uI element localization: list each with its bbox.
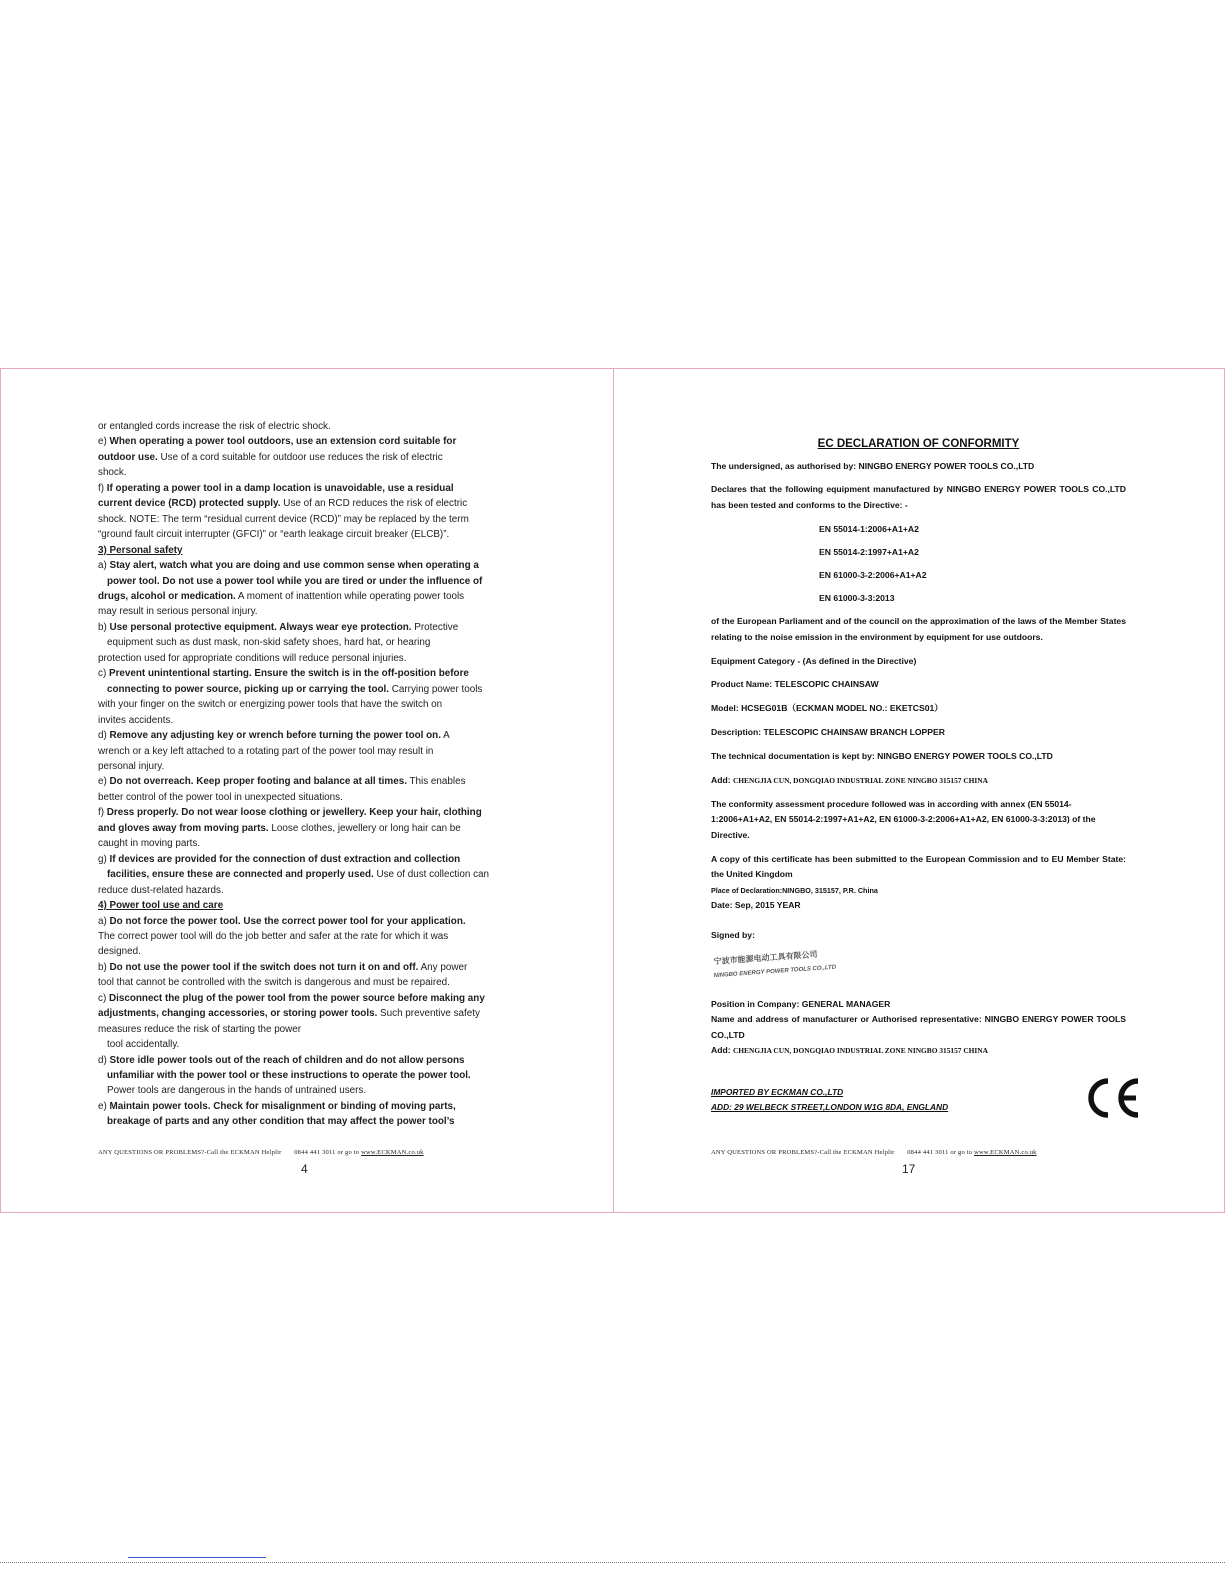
instruction-line <box>98 821 518 836</box>
instruction-line <box>98 574 518 589</box>
declaration-date: Date: Sep, 2015 YEAR <box>711 900 801 911</box>
plain-text: d) <box>98 730 110 742</box>
declares-paragraph: Declares that the following equipment manufactured by NINGBO ENERGY POWER TOOLS CO.,LTD has been tested and conforms to the Directive: - <box>711 484 1126 510</box>
plain-text: Use of dust collection can <box>373 869 489 881</box>
footer-helpline-text: ANY QUESTIONS OR PROBLEMS?-Call the ECKMAN Helplir <box>711 1149 895 1156</box>
instruction-line <box>98 1053 518 1068</box>
instruction-line <box>98 465 518 480</box>
instruction-line <box>98 666 518 681</box>
section-heading <box>98 543 518 558</box>
plain-text: a) <box>98 560 110 572</box>
directive-paragraph: of the European Parliament and of the council on the approximation of the laws of the Member States relating to the noise emission in the environment by equipment for use outdoors. <box>711 616 1126 642</box>
address-value: CHENGJIA CUN, DONGQIAO INDUSTRIAL ZONE NINGBO 315157 CHINA <box>732 1046 988 1056</box>
instruction-line <box>98 713 518 728</box>
safety-instructions-text <box>98 419 518 1130</box>
instruction-line <box>98 481 518 496</box>
copy-statement: A copy of this certificate has been submitted to the European Commission and to EU Member State: the United Kingdom <box>711 853 1126 880</box>
address-label: Add: <box>711 1045 731 1056</box>
plain-text: measures reduce the risk of starting the power <box>98 1023 302 1035</box>
plain-text: b) <box>98 961 110 973</box>
bold-text: Use personal protective equipment. Always wear eye protection. <box>109 621 412 633</box>
instruction-line <box>98 651 518 666</box>
instruction-line <box>98 867 518 882</box>
company-stamp <box>711 947 836 981</box>
signed-by-label: Signed by: <box>711 929 755 940</box>
ce-mark-icon <box>1084 1076 1144 1120</box>
product-name: Product Name: TELESCOPIC CHAINSAW <box>711 679 879 690</box>
plain-text: “ground fault circuit interrupter (GFCI)” or “earth leakage circuit breaker (ELCB)”. <box>98 529 450 541</box>
bold-text: Do not force the power tool. Use the correct power tool for your application. <box>109 915 466 927</box>
manufacturer-line: Name and address of manufacturer or Authorised representative: NINGBO ENERGY POWER TOOLS CO.,LTD <box>711 1014 1126 1040</box>
plain-text: equipment such as dust mask, non-skid safety shoes, hard hat, or hearing <box>107 637 431 649</box>
instruction-line <box>98 1114 518 1129</box>
plain-text: Use of a cord suitable for outdoor use reduces the risk of electric <box>157 451 443 463</box>
plain-text: with your finger on the switch or energizing power tools that have the switch on <box>98 699 443 711</box>
declaration-body <box>711 429 1126 1067</box>
page-number: 4 <box>301 1162 308 1176</box>
bold-text: outdoor use. <box>98 451 158 463</box>
address-label: Add: <box>711 775 731 785</box>
instruction-line <box>98 774 518 789</box>
instruction-line <box>98 1037 518 1052</box>
plain-text: A <box>440 730 450 742</box>
plain-text: f) <box>98 482 107 494</box>
bold-text: adjustments, changing accessories, or storing power tools. <box>98 1008 378 1020</box>
instruction-line <box>98 1068 518 1083</box>
standard-item: EN 55014-1:2006+A1+A2 <box>819 523 919 534</box>
plain-text: designed. <box>98 946 141 958</box>
manufacturer-address-line <box>711 1043 1126 1059</box>
bold-text: current device (RCD) protected supply. <box>98 498 281 510</box>
plain-text: personal injury. <box>98 760 165 772</box>
instruction-line <box>98 604 518 619</box>
plain-text: Loose clothes, jewellery or long hair can be <box>268 822 461 834</box>
plain-text: e) <box>98 776 110 788</box>
plain-text: Any power <box>418 961 468 973</box>
technical-documentation-line: The technical documentation is kept by: NINGBO ENERGY POWER TOOLS CO.,LTD <box>711 751 1053 762</box>
instruction-line <box>98 805 518 820</box>
plain-text: or entangled cords increase the risk of electric shock. <box>98 421 331 432</box>
plain-text: tool accidentally. <box>107 1039 180 1051</box>
bold-text: If operating a power tool in a damp location is unavoidable, use a residual <box>106 482 454 494</box>
instruction-line <box>98 635 518 650</box>
importer-block <box>711 1085 948 1115</box>
standard-item: EN 55014-2:1997+A1+A2 <box>819 546 919 557</box>
instruction-line <box>98 682 518 697</box>
footer-phone-text: 0844 441 3011 or go to <box>294 1149 362 1156</box>
instruction-line <box>98 914 518 929</box>
instruction-line <box>98 434 518 449</box>
bold-text: drugs, alcohol or medication. <box>98 590 236 602</box>
plain-text: caught in moving parts. <box>98 838 201 850</box>
bold-text: When operating a power tool outdoors, use an extension cord suitable for <box>109 436 457 448</box>
bold-text: Do not overreach. Keep proper footing and balance at all times. <box>109 776 407 788</box>
plain-text: b) <box>98 621 110 633</box>
instruction-line <box>98 883 518 898</box>
plain-text: Power tools are dangerous in the hands of untrained users. <box>107 1085 367 1097</box>
instruction-line <box>98 419 518 434</box>
footer-helpline-text: ANY QUESTIONS OR PROBLEMS?-Call the ECKMAN Helplir <box>98 1149 282 1156</box>
bold-text: Remove any adjusting key or wrench before turning the power tool on. <box>109 730 441 742</box>
instruction-line <box>98 991 518 1006</box>
declaration-title: EC DECLARATION OF CONFORMITY <box>817 438 1020 450</box>
plain-text: f) <box>98 807 107 819</box>
importer-name: IMPORTED BY ECKMAN CO.,LTD <box>711 1087 844 1097</box>
bold-text: Prevent unintentional starting. Ensure the switch is in the off-position before <box>108 668 469 680</box>
page-number: 17 <box>902 1162 916 1176</box>
bold-text: If devices are provided for the connection of dust extraction and collection <box>109 853 461 865</box>
address-line <box>711 773 1126 789</box>
plain-text: d) <box>98 1054 110 1066</box>
bold-text: Disconnect the plug of the power tool from the power source before making any <box>108 992 485 1004</box>
bold-text: Maintain power tools. Check for misalignment or binding of moving parts, <box>109 1100 456 1112</box>
plain-text: Protective <box>411 621 459 633</box>
plain-text: g) <box>98 853 110 865</box>
left-page <box>0 368 614 1213</box>
bold-text: connecting to power source, picking up or carrying the tool. <box>107 683 390 695</box>
left-footer <box>98 1149 558 1156</box>
stamp-chinese-text: 宁波市能源电动工具有限公司 <box>713 950 818 967</box>
plain-text: shock. NOTE: The term “residual current device (RCD)” may be replaced by the term <box>98 513 469 525</box>
plain-text: invites accidents. <box>98 714 174 726</box>
plain-text: e) <box>98 436 110 448</box>
manual-spread <box>0 368 1225 1213</box>
address-value: CHENGJIA CUN, DONGQIAO INDUSTRIAL ZONE NINGBO 315157 CHINA <box>732 776 988 785</box>
right-page <box>613 368 1225 1213</box>
bold-text: and gloves away from moving parts. <box>98 822 269 834</box>
instruction-line <box>98 929 518 944</box>
plain-text: c) <box>98 668 109 680</box>
plain-text: c) <box>98 992 109 1004</box>
dotted-divider <box>0 1562 1225 1563</box>
instruction-line <box>98 975 518 990</box>
instruction-line <box>98 1083 518 1098</box>
plain-text: Use of an RCD reduces the risk of electric <box>280 498 468 510</box>
plain-text: wrench or a key left attached to a rotating part of the power tool may result in <box>98 745 434 757</box>
instruction-line <box>98 496 518 511</box>
place-of-declaration: Place of Declaration:NINGBO, 315157, P.R. China <box>711 885 878 895</box>
instruction-line <box>98 512 518 527</box>
undersigned-line: The undersigned, as authorised by: NINGBO ENERGY POWER TOOLS CO.,LTD <box>711 460 1035 471</box>
footer-website-link[interactable]: www.ECKMAN.co.uk <box>974 1149 1037 1156</box>
stamp-english-text: NINGBO ENERGY POWER TOOLS CO.,LTD <box>713 964 836 980</box>
plain-text: Such preventive safety <box>377 1008 480 1020</box>
model-line: Model: HCSEG01B（ECKMAN MODEL NO.: EKETCS01） <box>711 703 943 714</box>
position-line: Position in Company: GENERAL MANAGER <box>711 998 891 1009</box>
bold-text: Stay alert, watch what you are doing and use common sense when operating a <box>109 560 479 572</box>
plain-text: e) <box>98 1100 110 1112</box>
conformity-procedure: The conformity assessment procedure followed was in according with annex (EN 55014-1:2006+A1+A2, EN 55014-2:1997+A1+A2, EN 61000-3-2:2006+A1+A2, EN 61000-3-3:2013) of the Directive. <box>711 798 1096 840</box>
blue-underline-decoration <box>128 1557 266 1558</box>
instruction-line <box>98 728 518 743</box>
instruction-line <box>98 697 518 712</box>
instruction-line <box>98 960 518 975</box>
instruction-line <box>98 759 518 774</box>
description-line: Description: TELESCOPIC CHAINSAW BRANCH LOPPER <box>711 727 945 738</box>
plain-text: The correct power tool will do the job better and safer at the rate for which it was <box>98 930 449 942</box>
instruction-line <box>98 1006 518 1021</box>
bold-text: unfamiliar with the power tool or these instructions to operate the power tool. <box>107 1070 471 1082</box>
bold-text: power tool. Do not use a power tool while you are tired or under the influence of <box>107 575 483 587</box>
standard-item: EN 61000-3-3:2013 <box>819 593 895 604</box>
instruction-line <box>98 558 518 573</box>
standard-item: EN 61000-3-2:2006+A1+A2 <box>819 569 927 580</box>
bold-text: Do not use the power tool if the switch does not turn it on and off. <box>109 961 419 973</box>
importer-address: ADD: 29 WELBECK STREET,LONDON W1G 8DA, ENGLAND <box>711 1102 949 1112</box>
instruction-line <box>98 1022 518 1037</box>
instruction-line <box>98 944 518 959</box>
instruction-line <box>98 620 518 635</box>
right-footer <box>711 1149 1171 1156</box>
plain-text: Carrying power tools <box>389 683 483 695</box>
footer-website-link[interactable]: www.ECKMAN.co.uk <box>361 1149 424 1156</box>
plain-text: shock. <box>98 467 127 479</box>
instruction-line <box>98 744 518 759</box>
instruction-line <box>98 836 518 851</box>
plain-text: A moment of inattention while operating power tools <box>235 590 465 602</box>
instruction-line <box>98 527 518 542</box>
instruction-line <box>98 790 518 805</box>
plain-text: better control of the power tool in unexpected situations. <box>98 791 343 803</box>
plain-text: 4) Power tool use and care <box>98 900 224 912</box>
footer-phone-text: 0844 441 3011 or go to <box>907 1149 975 1156</box>
instruction-line <box>98 589 518 604</box>
bold-text: facilities, ensure these are connected and properly used. <box>107 869 374 881</box>
plain-text: may result in serious personal injury. <box>98 606 258 618</box>
bold-text: Dress properly. Do not wear loose clothing or jewellery. Keep your hair, clothing <box>106 807 482 819</box>
plain-text: reduce dust-related hazards. <box>98 884 224 896</box>
instruction-line <box>98 852 518 867</box>
instruction-line <box>98 450 518 465</box>
equipment-category: Equipment Category - (As defined in the Directive) <box>711 655 917 666</box>
bold-text: breakage of parts and any other condition that may affect the power tool’s <box>107 1116 455 1128</box>
plain-text: protection used for appropriate conditions will reduce personal injuries. <box>98 652 407 664</box>
section-heading <box>98 898 518 913</box>
plain-text: tool that cannot be controlled with the switch is dangerous and must be repaired. <box>98 977 450 989</box>
plain-text: This enables <box>406 776 466 788</box>
plain-text: a) <box>98 915 110 927</box>
plain-text: 3) Personal safety <box>98 544 183 556</box>
instruction-line <box>98 1099 518 1114</box>
bold-text: Store idle power tools out of the reach of children and do not allow persons <box>109 1054 465 1066</box>
